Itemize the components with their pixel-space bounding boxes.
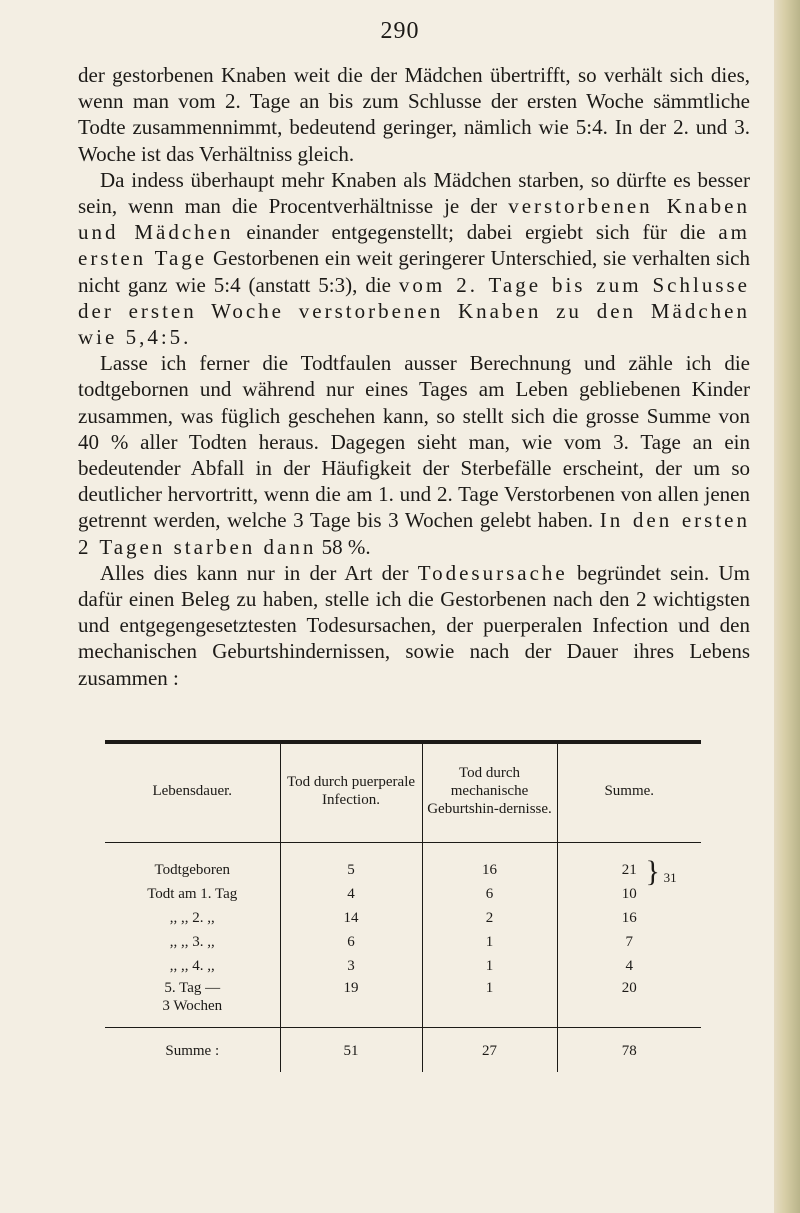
row-label: 5. Tag — 3 Wochen: [162, 980, 223, 1014]
cell-sum: 7: [557, 931, 701, 955]
text-run: begründet sein. Um dafür einen Beleg zu haben, stelle ich die Gestorbenen nach den 2 wichtigsten und entgegengesetztesten Todesursachen, der puerperalen Infection und den mechanischen Geburtshindernissen, sowie nach der Dauer ihres Lebens zusammen :: [78, 560, 750, 690]
header-infection: Tod durch puerperale Infection.: [280, 744, 422, 843]
cell-mechanical: 1: [422, 979, 557, 1028]
cell-infection: 5: [280, 843, 422, 884]
paragraph: [78, 350, 750, 560]
header-summe: Summe.: [557, 744, 701, 843]
cell-infection: 3: [280, 955, 422, 979]
spaced-emphasis: am ersten Tage: [78, 220, 750, 271]
cell-mechanical: 6: [422, 883, 557, 907]
cell-sum: 20: [557, 979, 701, 1028]
cell-sum-value: 21: [621, 862, 637, 878]
cell-infection: 14: [280, 907, 422, 931]
table-row: [105, 907, 701, 931]
row-label: ,, ,, 2. ,,: [169, 910, 215, 926]
cell-mechanical: 1: [422, 955, 557, 979]
cell-sum: 16: [557, 907, 701, 931]
brace-total: 31: [663, 870, 677, 885]
cell-mechanical: 16: [422, 843, 557, 884]
table-row: [105, 979, 701, 1028]
paragraph: [78, 560, 750, 691]
spaced-emphasis: Todesursache: [417, 560, 568, 585]
cell-sum-value: 10: [621, 886, 637, 902]
cell-mechanical: 2: [422, 907, 557, 931]
brace-group: [644, 855, 677, 889]
spaced-emphasis: verstorbenen Knaben und Mädchen: [78, 194, 751, 245]
cell-infection: 4: [280, 883, 422, 907]
text-run: der gestorbenen Knaben weit die der Mädchen übertrifft, so verhält sich dies, wenn man vom 2. Tage an bis zum Schlusse der ersten Woche sämmtliche Todte zusammennimmt, bedeutend geringer, nämlich wie 5:4. In der 2. und 3. Woche ist das Verhältniss gleich.: [78, 63, 750, 166]
table-total-row: [105, 1028, 701, 1073]
cell-mechanical: 1: [422, 931, 557, 955]
text-run: Lasse ich ferner die Todtfaulen ausser Berechnung und zähle ich die todtgebornen und während nur eines Tages am Leben gebliebenen Kinder zusammen, was füglich geschehen kann, so stellt sich die grosse Summe von 40 % aller Todten heraus. Dagegen sieht man, wie vom 3. Tage an ein bedeutender Abfall in der Häufigkeit der Sterbefälle erscheint, der um so deutlicher hervortritt, wenn die am 1. und 2. Tage Verstorbenen von allen jenen getrennt werden, welche 3 Tage bis 3 Wochen gelebt haben.: [78, 351, 750, 533]
table: [105, 744, 701, 1072]
row-label: ,, ,, 4. ,,: [169, 958, 215, 974]
paragraph: [78, 62, 750, 167]
table-row: [105, 883, 701, 907]
table-row: [105, 931, 701, 955]
total-sum: 78: [557, 1028, 701, 1073]
text-run: Gestorbenen ein weit geringerer Unterschied, sie verhalten sich nicht ganz wie 5:4 (anstatt 5:3), die: [78, 246, 750, 297]
header-mechanical: Tod durch mechanische Geburtshin-dernisse.: [422, 744, 557, 843]
page-edge-shadow: [774, 0, 800, 1213]
text-run: Alles dies kann nur in der Art der: [100, 560, 418, 585]
cell-sum: 4: [557, 955, 701, 979]
page-number: 290: [380, 18, 420, 44]
total-label: Summe :: [105, 1028, 280, 1073]
row-label: Todtgeboren: [154, 862, 231, 878]
header-lebensdauer: Lebensdauer.: [152, 783, 233, 799]
total-infection: 51: [280, 1028, 422, 1073]
table-row: [105, 843, 701, 884]
row-label: ,, ,, 3. ,,: [169, 934, 215, 950]
text-run: einander entgegenstellt; dabei ergiebt sich für die: [233, 220, 719, 245]
body-text: [78, 62, 750, 691]
row-label: Todt am 1. Tag: [147, 886, 238, 902]
table-header-row: [105, 744, 701, 843]
paragraph: [78, 167, 750, 350]
table-row: [105, 955, 701, 979]
cell-sum: [557, 843, 701, 884]
spaced-emphasis: In den ersten 2 Tagen starben dann: [78, 508, 750, 559]
mortality-table: [105, 740, 701, 1072]
cell-infection: 6: [280, 931, 422, 955]
text-run: 58 %.: [316, 534, 371, 559]
total-mechanical: 27: [422, 1028, 557, 1073]
text-run: Da indess überhaupt mehr Knaben als Mädchen starben, so dürfte es besser sein, wenn man die Procentverhältnisse je der: [78, 167, 750, 219]
cell-infection: 19: [280, 979, 422, 1028]
brace-icon: }: [645, 855, 660, 888]
spaced-emphasis: vom 2. Tage bis zum Schlusse der ersten Woche verstorbenen Knaben zu den Mädchen wie 5,4:5.: [78, 272, 750, 350]
